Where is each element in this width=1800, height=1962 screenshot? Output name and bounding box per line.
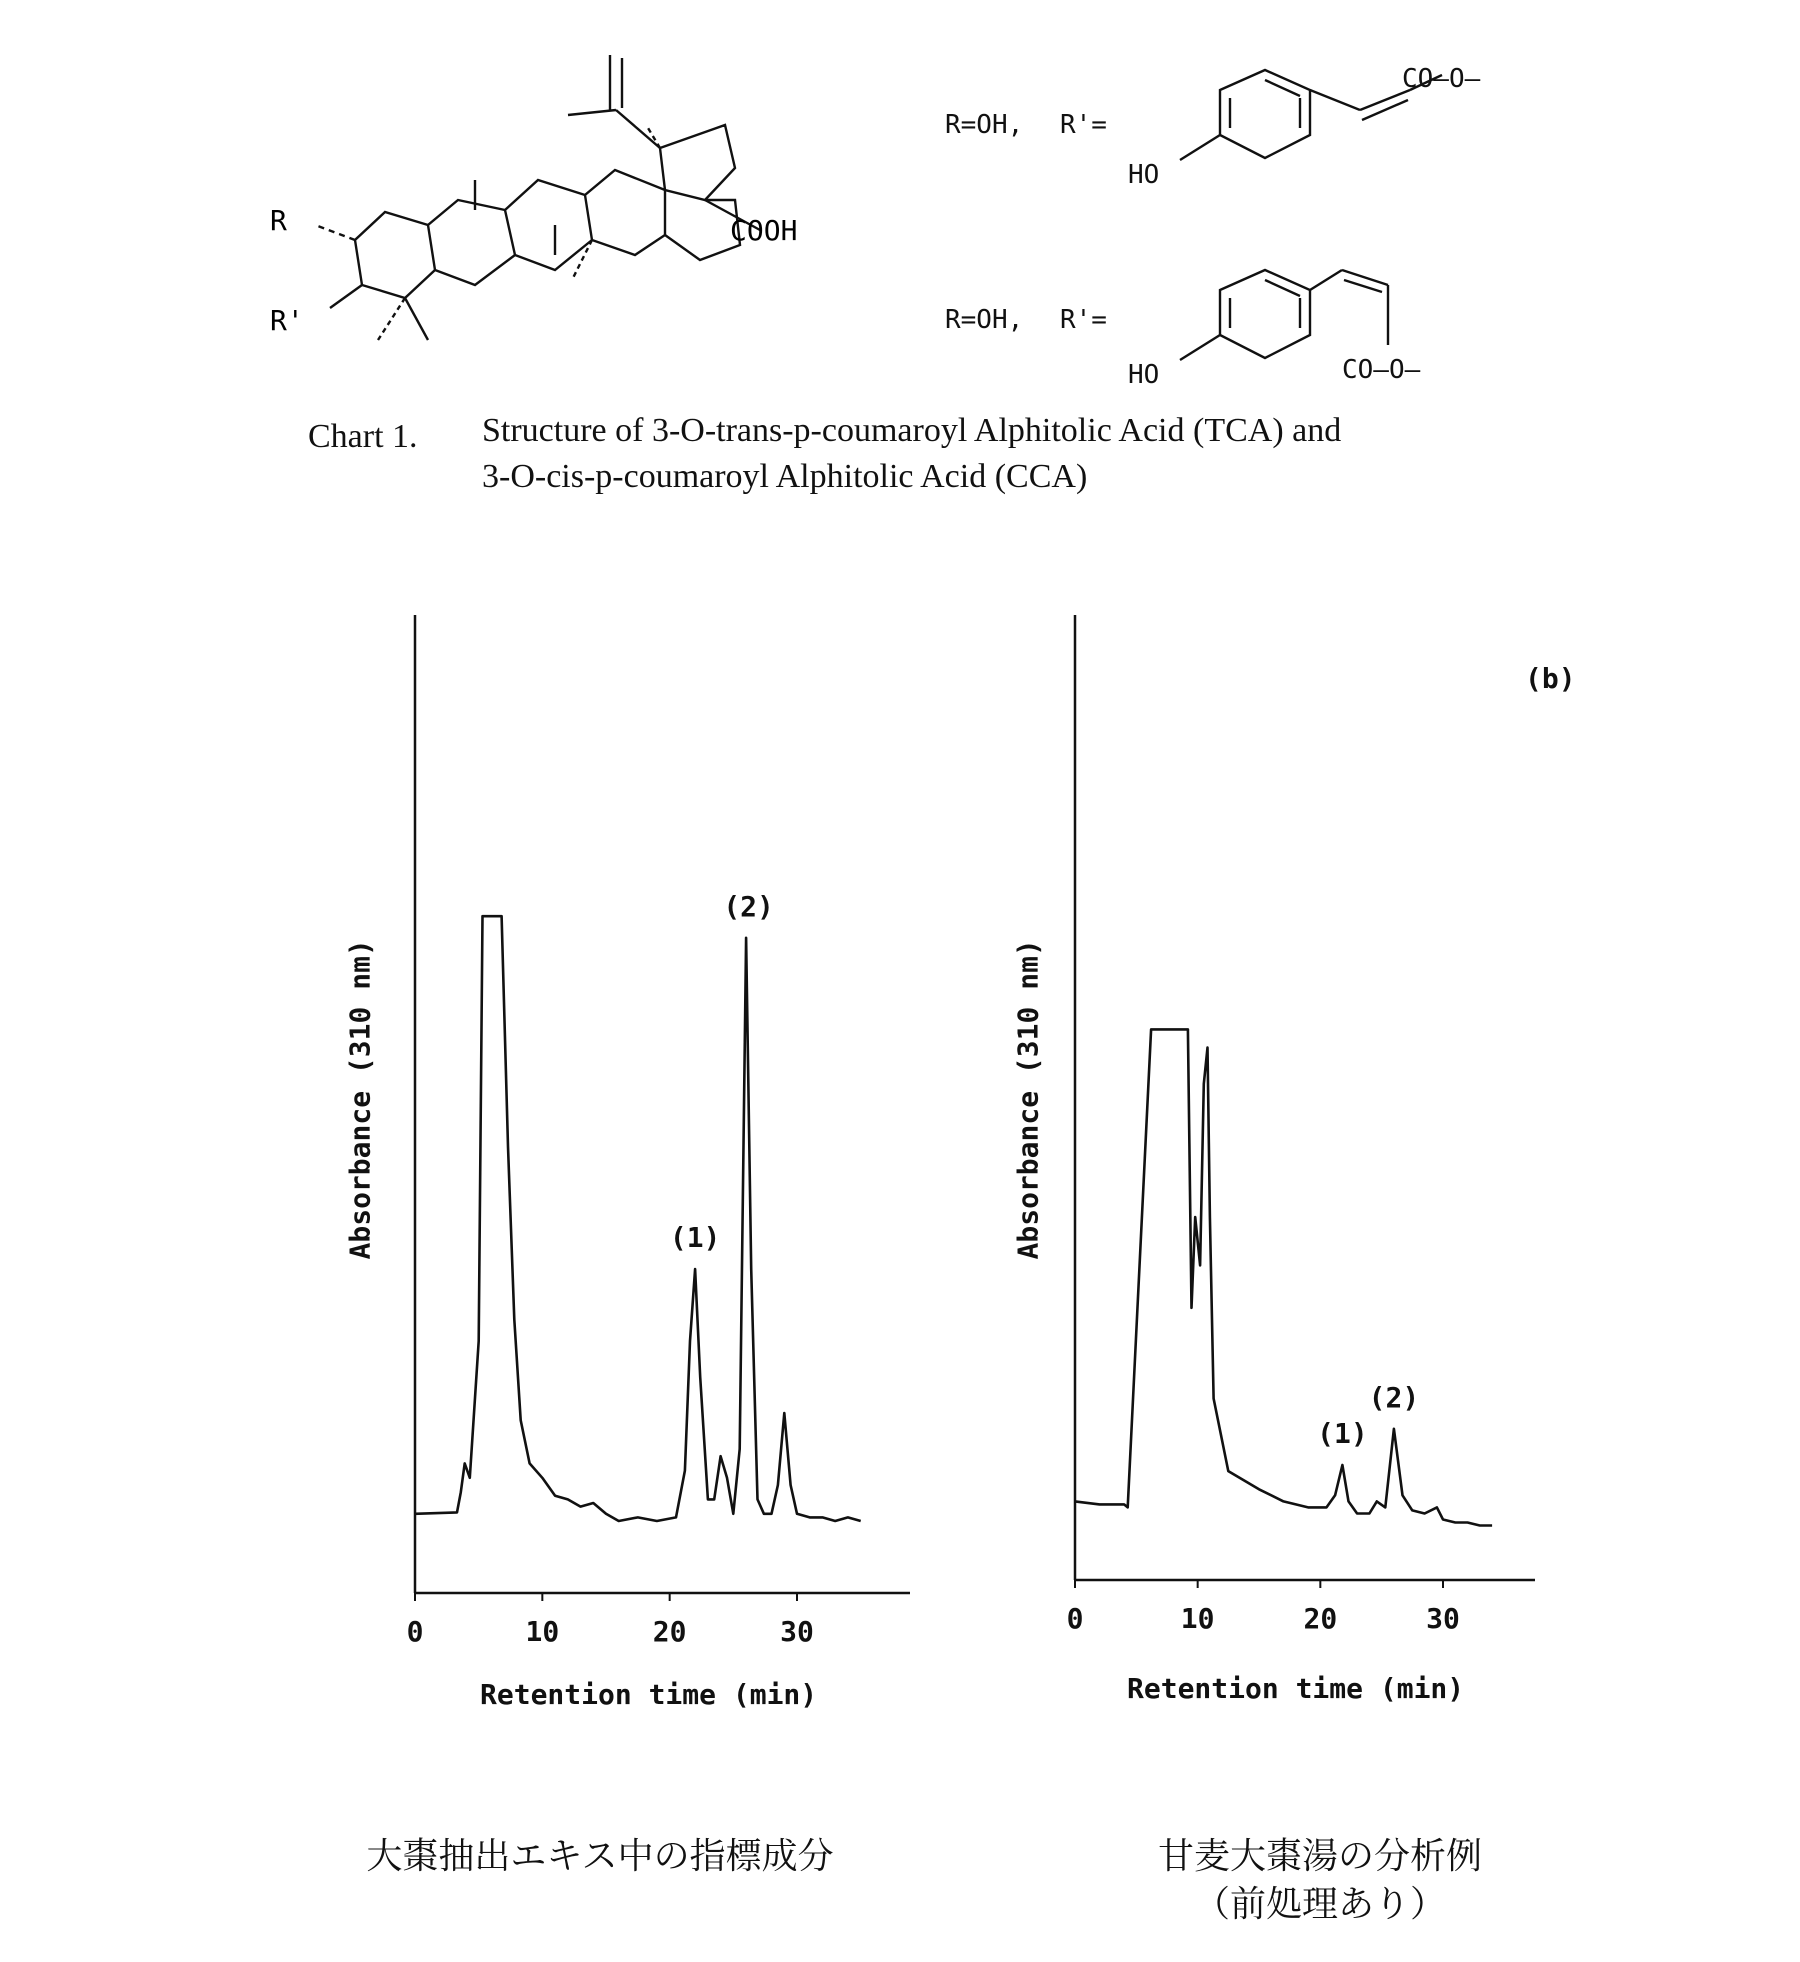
- caption-right-jp-line1: 甘麦大棗湯の分析例: [1157, 1836, 1482, 1877]
- xlabel-right: Retention time (min): [1127, 1672, 1465, 1705]
- caption-right-jp-line2: （前処理あり）: [1193, 1884, 1446, 1925]
- peak-label: (2): [1368, 1380, 1420, 1414]
- caption-line2: 3-O-cis-p-coumaroyl Alphitolic Acid (CCA): [482, 458, 1088, 495]
- trans-ester-label: CO–O–: [1402, 64, 1481, 94]
- caption-left-jp: 大棗抽出エキス中の指標成分: [366, 1836, 834, 1877]
- x-tick-label: 0: [1066, 1602, 1084, 1635]
- x-tick-label: 30: [1426, 1602, 1460, 1635]
- xlabel-left: Retention time (min): [480, 1678, 818, 1711]
- cooh-label: COOH: [730, 214, 798, 247]
- chromatogram-trace: [415, 916, 861, 1521]
- x-tick-label: 10: [525, 1615, 560, 1648]
- r-prime-label: R': [270, 304, 304, 337]
- chromatogram-trace: [1075, 1029, 1492, 1525]
- peak-label: (1): [669, 1221, 721, 1254]
- trans-r-prime-text: R'=: [1060, 110, 1107, 140]
- triterpene-structure: [270, 40, 850, 370]
- trans-ho-label: HO: [1128, 160, 1160, 190]
- panel-b-label: (b): [1525, 662, 1576, 695]
- x-tick-label: 10: [1180, 1602, 1215, 1635]
- x-tick-label: 20: [652, 1615, 687, 1648]
- caption-line1: Structure of 3-O-trans-p-coumaroyl Alphitolic Acid (TCA) and: [482, 412, 1342, 449]
- cis-r-prime-text: R'=: [1060, 305, 1107, 335]
- cis-coumaroyl-structure: [1120, 250, 1520, 400]
- ylabel-right: Absorbance (310 nm): [1011, 939, 1045, 1260]
- x-tick-label: 30: [780, 1615, 814, 1648]
- chromatogram-extract: [406, 600, 910, 1648]
- chromatogram-kanbaku-taisoto: [1065, 600, 1545, 1635]
- x-tick-label: 20: [1303, 1602, 1338, 1635]
- ylabel-left: Absorbance (310 nm): [343, 939, 377, 1260]
- r-label: R: [270, 204, 287, 237]
- trans-r-text: R=OH,: [945, 110, 1024, 140]
- x-tick-label: 0: [406, 1615, 424, 1648]
- cis-ho-label: HO: [1128, 360, 1160, 390]
- caption-label: Chart 1.: [308, 418, 418, 455]
- cis-r-text: R=OH,: [945, 305, 1024, 335]
- peak-label: (2): [723, 889, 774, 923]
- peak-label: (1): [1317, 1417, 1368, 1451]
- cis-ester-label: CO–O–: [1342, 355, 1421, 385]
